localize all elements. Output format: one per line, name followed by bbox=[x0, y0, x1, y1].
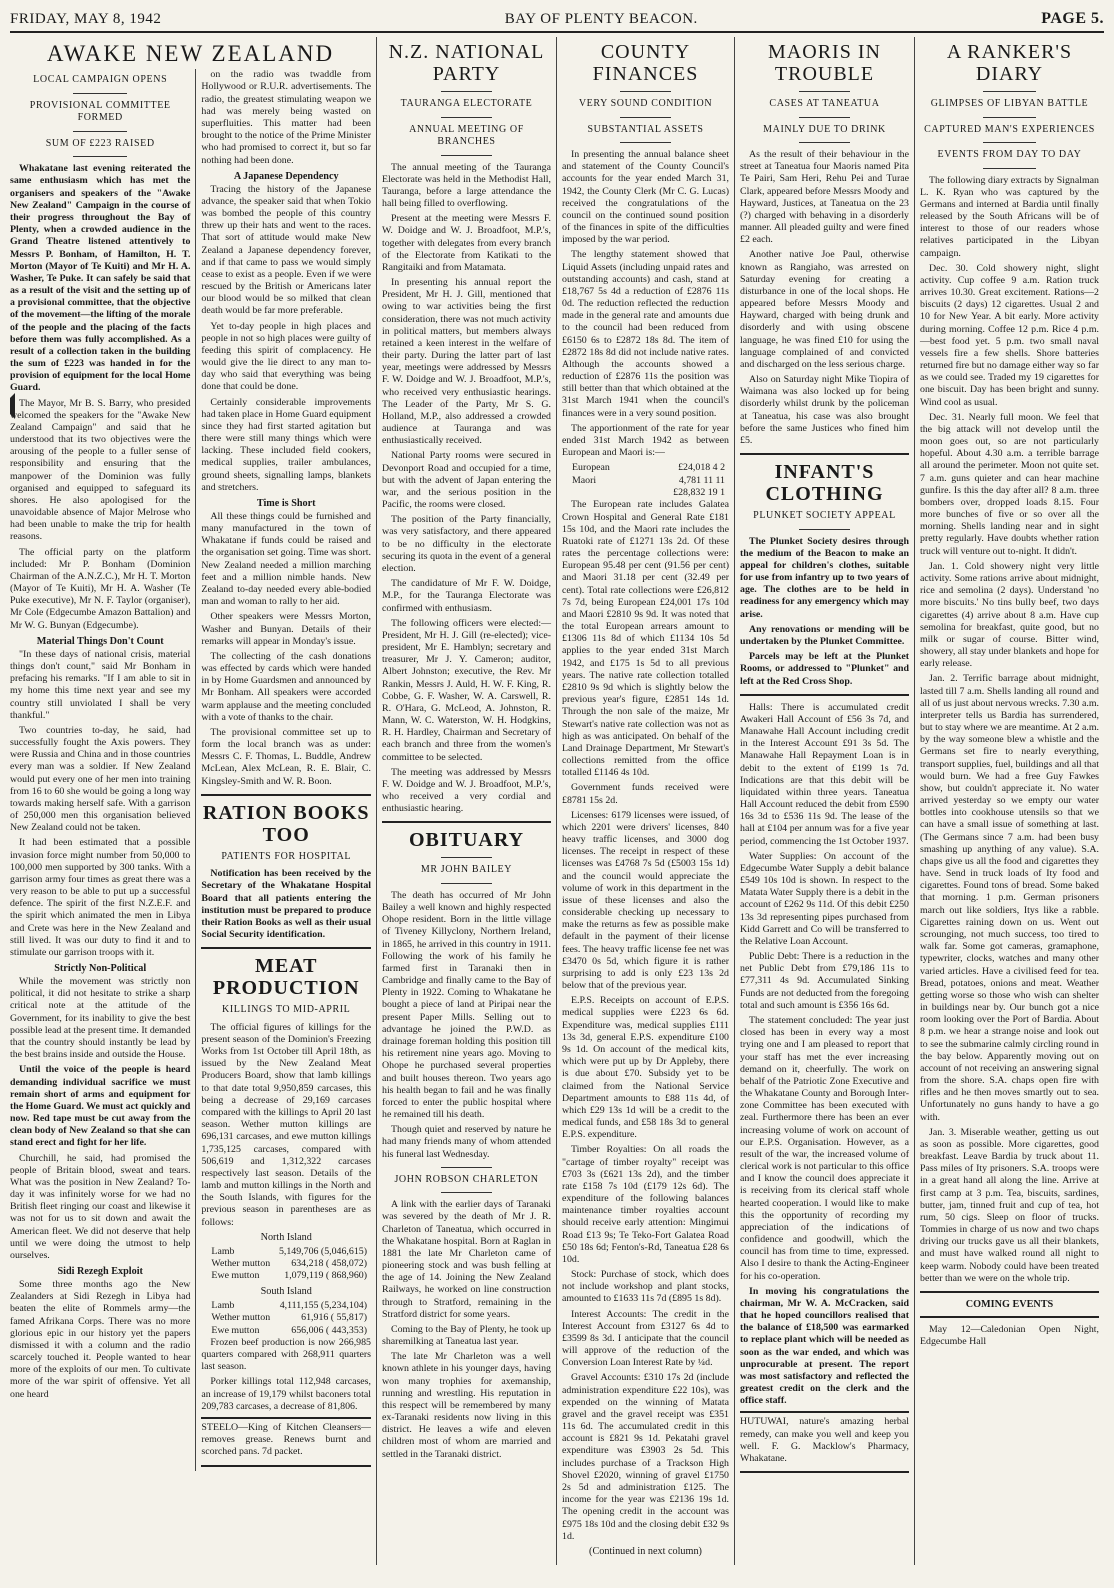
section-rule bbox=[740, 694, 909, 696]
obituary-name-1: MR JOHN BAILEY bbox=[420, 864, 513, 876]
awake-paragraph: All these things could be furnished and many manufactured in the town of Whakatane if funds could be raised and the organisation set going. Time was short. New Zealand needed a million marching feet and a million nimble hands. New Zealand to-day needed every able-bodied man and woman to rally to her aid. bbox=[201, 510, 371, 608]
county-headline: COUNTY FINANCES bbox=[592, 41, 699, 85]
section-rule bbox=[382, 821, 551, 823]
awake-subhead: Material Things Don't Count bbox=[36, 635, 164, 647]
meat-deck: KILLINGS TO MID-APRIL bbox=[222, 1004, 351, 1016]
county-paragraph: The European rate includes Galatea Crown Hospital and General Rate £181 15s 10d, and the Maori rate includes the Ruatoki rate of £1271 13s 2d. Of these rates the percentage collections were: European 95.48 per cent (91.56 per cent) and Maori 31.18 per cent (32.49 per cent). Total rate collections were £26,812 7s 7d, being European £24,001 17s 10d and Maori £2810 9s 9d. It was noted that the total European arrears amount to £1306 11s 8d of which £1134 10s 5d applies to the year ended 31st March 1942, and £175 1s 5d to all previous years. The native rate collection totalled £2810 9s 9d which is slightly below the previous year's figure, £2851 14s 1d. Through the non sale of the maize, Mr Stewart's native rate collection was not as high as was anticipated. On behalf of the Land Drainage Department, Mr Stewart's collections remitted from the office totalled £1146 4s 10d. bbox=[562, 499, 729, 779]
ranker-deck-2: CAPTURED MAN'S EXPERIENCES bbox=[924, 123, 1095, 135]
ration-deck: PATIENTS FOR HOSPITAL bbox=[221, 850, 352, 862]
divider bbox=[799, 529, 850, 530]
awake-subhead: A Japanese Dependency bbox=[233, 170, 339, 182]
divider bbox=[799, 91, 850, 92]
meat-north-heading: North Island bbox=[260, 1231, 312, 1243]
divider bbox=[983, 168, 1037, 169]
county-paragraph: The apportionment of the rate for year ended 31st March 1942 as between European and Maori is:— bbox=[562, 422, 729, 459]
ranker-deck-1: GLIMPSES OF LIBYAN BATTLE bbox=[930, 98, 1089, 109]
page-number: PAGE 5. bbox=[1041, 10, 1104, 27]
maoris-column bbox=[734, 37, 914, 1565]
coming-events-heading: COMING EVENTS bbox=[965, 1298, 1054, 1310]
divider bbox=[441, 91, 492, 92]
newspaper-page bbox=[10, 8, 1104, 1568]
divider bbox=[73, 131, 127, 132]
meat-row: Ewe mutton 656,006 ( 443,353) bbox=[211, 1324, 367, 1336]
meat-row: Wether mutton 634,218 ( 458,072) bbox=[211, 1258, 367, 1270]
section-rule bbox=[740, 453, 909, 455]
divider bbox=[620, 91, 670, 92]
pointer-mark-icon bbox=[10, 393, 15, 419]
section-rule bbox=[201, 947, 371, 949]
awake-col-1 bbox=[10, 69, 195, 1470]
infants-paragraph: Any renovations or mending will be undertaken by the Plunket Committee. bbox=[740, 623, 909, 647]
national-deck-1: TAURANGA ELECTORATE bbox=[400, 98, 533, 109]
national-paragraph: Present at the meeting were Messrs F. W. Doidge and W. J. Broadfoot, M.P.'s, together with delegates from every branch of the Electorate from Katikati to the Rangitaiki and from Matamata. bbox=[382, 213, 551, 273]
awake-paragraph: Other speakers were Messrs Morton, Washer and Bunyan. Details of their remarks will appear in Monday's issue. bbox=[201, 611, 371, 647]
masthead bbox=[10, 8, 1104, 33]
hutuwai-advert bbox=[740, 1411, 909, 1473]
awake-paragraph: Yet to-day people in high places and people in not so high places were guilty of feeding this spirit of complacency. He would give the lie direct to any man to-day who said that everything was being done that could be done. bbox=[201, 320, 371, 393]
meat-row: Lamb 4,111,155 (5,234,104) bbox=[211, 1299, 367, 1311]
county-deck-2: SUBSTANTIAL ASSETS bbox=[587, 123, 704, 135]
awake-paragraph: While the movement was strictly non political, it did not hesitate to strike a sharp critical note at the attitude of the Government, for its inability to give the best possible lead at the present time. It demanded that the country should instantly be lead by the best brains inside and outside the House. bbox=[10, 976, 191, 1061]
national-paragraph: In presenting his annual report the President, Mr H. J. Gill, mentioned that owing to war activities being the first consideration, there was not much activity in political matters, but members always retained a keen interest in the welfare of their party. During the latter part of last year, meetings were addressed by Messrs F. W. Doidge and W. J. Broadfoot, M.P.'s, who received very enthusiastic hearings. The Leader of the Party, Mr S. G. Holland, M.P., also addressed a crowded audience at Tauranga and was enthusiastically received. bbox=[382, 277, 551, 447]
awake-paragraph: The Mayor, Mr B. S. Barry, who presided welcomed the speakers for the "Awake New Zealand Campaign" and said that he understood that its two objectives were the arousing of the people to a fuller sense of responsibility and ensuring that the manpower of the Dominion was fully organised and equipped to safeguard its shores. He also apologised for the unavoidable absence of Major Melrose who had been unable to make the trip for health reasons. bbox=[10, 397, 191, 543]
ranker-paragraph: The following diary extracts by Signalman L. K. Ryan who was captured by the Germans and interned at Bardia until finally released by the South Africans will be of interest to those of our readers whose relatives participated in the Libyan campaign. bbox=[920, 174, 1099, 259]
awake-paragraph: The provisional committee set up to form the local branch was as under: Messrs C. F. Thomas, L. Buddle, Andrew McLean, Alex McLean, R. E. Blair, C. Kingsley-Smith and W. R. Boon. bbox=[201, 726, 371, 787]
county-paragraph: Licenses: 6179 licenses were issued, of which 2201 were drivers' licenses, 840 heavy traffic licenses, and 3000 dog licenses. The receipt in respect of these licenses was £4768 7s 5d (£5003 15s 1d) and the council would appreciate the volume of work in this department in the issue of these licenses and also the considerable checking up necessary to make the returns as few as possible make default in the payment of their license fees. The heavy traffic license fee net was £3470 0s 5d, which figure it is rather surprising to add is only £23 13s 2d below that of the previous year. bbox=[562, 809, 729, 992]
awake-subhead: Sidi Rezegh Exploit bbox=[57, 1266, 143, 1278]
obituary-paragraph: The late Mr Charleton was a well known athlete in his younger days, having won many trophies for axemanship, running and wrestling. His reputation in this respect will be remembered by many ex-Taranaki residents now living in this district. He leaves a wife and eleven children most of whom are married and settled in the Taranaki district. bbox=[382, 1351, 551, 1460]
national-paragraph: The following officers were elected:—President, Mr H. J. Gill (re-elected); vice-president, Mr E. Hamblyn; secretary and treasurer, Mr J. Y. Cameron; auditor, Albert Johnston; executive, the Rev. Mr Rankin, Messrs J. Auld, H. W. F. King, R. Cobbe, G. F. Washer, W. A. Carswell, R. R. O'Hara, G. McLeod, A. Johnston, R. Mann, W. C. Waterston, W. H. Hodgkins, R. H. Hardley, Chairman and Secretary of each branch and three from the women's committee to be selected. bbox=[382, 617, 551, 763]
awake-deck-2: PROVISIONAL COMMITTEE FORMED bbox=[29, 99, 171, 124]
divider bbox=[983, 142, 1037, 143]
infants-deck: PLUNKET SOCIETY APPEAL bbox=[753, 510, 896, 522]
meat-headline: MEAT PRODUCTION bbox=[212, 955, 360, 1000]
county-paragraph: Timber Royalties: On all roads the "cartage of timber royalty" receipt was £703 3s (£621 13s 2d), and the timber rate £158 7s 10d (£179 12s 6d). The expenditure of the following balances maintenance timber royalties account should receive early attention: Mingimui Road £13 9s; Te Teko-Fort Galatea Road £50 18s 6d; Fenton's-Rd, Taneatua £28 6s 10d. bbox=[562, 1144, 729, 1265]
county-cont-paragraph: The statement concluded: The year just closed has been in every way a most trying one and I am pleased to report that your staff has met the ever increasing demand on it, cheerfully. The work on behalf of the Patriotic Zone Executive and the Whakatane County and Borough Inter-zone Committee has been executed with zeal. Furthermore there has been an ever increasing volume of work on account of our E.P.S. Organisation. However, as a result of the war, the increased volume of clerical work is not particular to this office and I know the council does appreciate it is receiving from its clerical staff whole hearted cooperation. I would like to make this the opportunity of recording my appreciation of the indications of confidence and goodwill, which the council has from time to time, expressed. Also I desire to thank the Acting-Engineer for his co-operation. bbox=[740, 1014, 909, 1282]
obituary-name-2: JOHN ROBSON CHARLETON bbox=[394, 1173, 539, 1185]
meat-row: Ewe mutton 1,079,119 ( 868,960) bbox=[211, 1270, 367, 1282]
awake-paragraph: Tracing the history of the Japanese advance, the speaker said that when Tokio was bombed the people of this country threw up their hats and went to the races. That sort of attitude would make New Zealand a Japanese dependency forever, and if that came to pass we would simply cease to exist as a people. Even if we were rescued by the British or Americans later our blood would be so milked that clean death would be far more preferable. bbox=[201, 183, 371, 317]
national-paragraph: National Party rooms were secured in Devonport Road and occupied for a time, but with the advent of Japan entering the war, and the serious position in the Pacific, the rooms were closed. bbox=[382, 450, 551, 511]
awake-paragraph: Some three months ago the New Zealanders at Sidi Rezegh in Libya had beaten the elite of Rommels army—the famed Afrikana Corps. There was no more glorious epic in our history yet the papers dismissed it with a column and the radio scarcely touched it. People wanted to hear more of the exploits of our men. To cultivate more of the war spirit of offensive. Yet all one heard bbox=[10, 1279, 191, 1400]
county-finances-column bbox=[556, 37, 734, 1565]
divider bbox=[620, 117, 670, 118]
awake-deck-3: SUM OF £223 RAISED bbox=[45, 137, 155, 149]
national-paragraph: The position of the Party financially, was very satisfactory, and there appeared to be no difficulty in the electorate securing its quota in the event of a general election. bbox=[382, 514, 551, 574]
county-cont-paragraph: Public Debt: There is a reduction in the net Public Debt from £79,186 11s to £77,311 4s 9d. Accumulated Sinking Funds are not deducted from the foregoing total and such amount is £356 16s 6d. bbox=[740, 951, 909, 1011]
county-paragraph: The lengthy statement showed that Liquid Assets (including unpaid rates and outstanding accounts) and cash, stand at £18,767 5s 4d a reduction of £2876 11s 0d. The reduction reflected the reduction made in the general rate and amounts due to the council had been reduced from £6150 6s to £2872 18s 8d. The item of £2872 18s 8d did not include native rates. Although the accounts showed a reduction of £2876 11s the position was still better than that which obtained at the 31st March 1941 when the council's finances were in a very sound position. bbox=[562, 249, 729, 419]
ranker-paragraph: Dec. 31. Nearly full moon. We feel that the big attack will not develop until the moon goes out, so are not particularly hopeful. About 4.30 a.m. a terrible barrage all around the perimeter. Moon not quite set. 7 a.m. guns quieter and can hear machine gunfire. Is this the day after all? 8 a.m. three bombers over, dropped loads 8.15. Four more bunches of five or so over all the morning. Shells landing near and in sight pretty regularly. Have doubts whether ration truck will venture out to-night. It didn't. bbox=[920, 411, 1099, 557]
obituary-headline: OBITUARY bbox=[408, 829, 525, 852]
awake-subhead: Time is Short bbox=[256, 497, 316, 509]
section-rule bbox=[920, 1316, 1099, 1318]
meat-paragraph: Porker killings total 112,948 carcases, an increase of 19,179 whilst baconers total 209,783 carcases, a decrease of 81,806. bbox=[201, 1376, 371, 1412]
infants-paragraph: The Plunket Society desires through the medium of the Beacon to make an appeal for children's clothes, suitable for use from infantry up to two years of age. The clothes are to be held in readiness for any emergency which may arise. bbox=[740, 535, 909, 620]
county-paragraph: In presenting the annual balance sheet and statement of the County Council's accounts for the year ended March 31, 1942, the County Clerk (Mr C. G. Lucas) received the congratulations of the council on the continued sound position of the finances in spite of the difficulties imposed by the war period. bbox=[562, 149, 729, 246]
ranker-paragraph: Dec. 30. Cold showery night, slight activity. Cup coffee 9 a.m. Ration truck arrives 10.30. Great excitement. Rations—2 biscuits (2 days) 12 cigarettes. Usual 2 and 10 for New Year. A bit early. More activity during morning. Coffee 12 p.m. Rice 4 p.m.—best food yet. 5 p.m. two small naval vessels fire a few shells. Shore batteries returned fire but no damage either way so far as we could see. Traded my 19 cigarettes for one biscuit. Day has been bright and sunny. Wind cool as usual. bbox=[920, 262, 1099, 408]
awake-lead-paragraph: Whakatane last evening reiterated the same enthusiasm which has met the organisers and speakers of the "Awake New Zealand" Campaign in the course of their progress throughout the Bay of Plenty, when a crowded audience in the Grand Theatre listened attentively to Messrs P. Bonham, of Hamilton, H. T. Morton (Mayor of Te Kuiti) and Mr H. A. Washer, Te Puke. It can safely be said that as a result of the visit and the setting up of a provisional committee, that the objective of the movement—the lifting of the morale of the people and the placing of the facts before them was fully accomplished. As a result of a collection taken in the building the sum of £223 was handed in for the provision of equipment for the local Home Guard. bbox=[10, 163, 191, 394]
county-paragraph: Interest Accounts: The credit in the Interest Account from £3127 6s 4d to £3599 8s 3d. I anticipate that the council will approve of the reduction of the Conversion Loan Interest Rate by ¼d. bbox=[562, 1308, 729, 1369]
section-rule bbox=[201, 794, 371, 796]
county-cont-paragraph: Water Supplies: On account of the Edgecumbe Water Supply a debit balance £549 10s 10d is shown. In respect to the Matata Water Supply there is a debit in the account of £262 9s 11d. Of this debit £250 13s 3d representing pipes purchased from Kidd Garrett and Co will be transferred to the Relative Loan Account. bbox=[740, 850, 909, 947]
paper-name: BAY OF PLENTY BEACON. bbox=[504, 11, 698, 27]
rate-row: European £24,018 4 2 bbox=[572, 462, 725, 474]
steelo-advert bbox=[201, 1417, 371, 1467]
divider bbox=[620, 142, 670, 143]
obituary-paragraph: A link with the earlier days of Taranaki was severed by the death of Mr J. R. Charleton of Taneatua, which occurred in the Whakatane hospital. Born at Raglan in 1881 the late Mr Charleton came of pioneering stock and was bush felling at the age of 14. Joining the New Zealand Railways, he worked on line construction through to Stratford, remaining in the Stratford district for some years. bbox=[382, 1199, 551, 1320]
coming-events-item: May 12—Caledonian Open Night, Edgecumbe Hall bbox=[920, 1323, 1099, 1348]
county-paragraph: E.P.S. Receipts on account of E.P.S. medical supplies were £223 6s 6d. Expenditure was, medical supplies £111 13s 3d, general E.P.S. expenditure £100 9s 1d. On account of the medical kits, which were put up by Dr Appleby, there is due about £70. Subsidy yet to be claimed from the National Service Department amounts to £88 11s 4d, of which £29 13s 1d will be a credit to the medical funds, and £58 18s 3d to general E.P.S. expenditure. bbox=[562, 995, 729, 1141]
awake-article bbox=[10, 37, 376, 1565]
meat-paragraph: The official figures of killings for the present season of the Dominion's Freezing Works from 1st October till April 18th, as issued by the New Zealand Meat Producers Board, show that lamb killings to that date total 9,950,859 carcases, this being a decrease of 29,169 carcases compared with the killings to April 20 last season. Wether mutton killings are 696,131 carcases, and ewe mutton killings 1,735,125 carcases, compared with 506,619 and 1,312,322 carcases respectively last season. Details of the lamb and mutton killings in the North and the South Islands, with figures for the previous season in parentheses are as follows: bbox=[201, 1021, 371, 1228]
awake-paragraph: It had been estimated that a possible invasion force might number from 50,000 to 100,000 men supported by 300 tanks. With a garrison army four times as great there was a very reason to be able to put up a successful defence. The spirit of the first N.Z.E.F. and the spirit which animated the men in Libya and Crete was here in the New Zealand and still lived. It was our duty to find it and to stimulate our garrison troops with it. bbox=[10, 837, 191, 958]
divider bbox=[799, 142, 850, 143]
national-headline: N.Z. NATIONAL PARTY bbox=[388, 41, 545, 85]
divider bbox=[73, 93, 127, 94]
county-paragraph: Government funds received were £8781 15s 2d. bbox=[562, 782, 729, 806]
awake-paragraph: The collecting of the cash donations was effected by cards which were handed in by Home Guardsmen and announced by Mr Bonham. All speakers were accorded warm applause and the meeting concluded with a vote of thanks to the chair. bbox=[201, 650, 371, 723]
ranker-headline: A RANKER'S DIARY bbox=[946, 41, 1073, 85]
divider bbox=[983, 91, 1037, 92]
ration-headline: RATION BOOKS TOO bbox=[202, 801, 370, 846]
divider bbox=[799, 117, 850, 118]
divider bbox=[73, 156, 127, 157]
page-columns bbox=[10, 37, 1104, 1565]
meat-row: Wether mutton 61,916 ( 55,817) bbox=[211, 1312, 367, 1324]
maoris-paragraph: As the result of their behaviour in the street at Taneatua four Maoris named Pita Te Pairi, Sam Heri, Rehu Pei and Turae Clark, appeared before Messrs Moody and Hayward, Justices, at Taneatua on the 23 (?) charged with behaving in a disorderly manner. All pleaded guilty and were fined £2 each. bbox=[740, 149, 909, 246]
county-paragraph: Stock: Purchase of stock, which does not include workshop and plant stocks, amounted to £1633 11s 7d (£895 1s 8d). bbox=[562, 1269, 729, 1305]
maoris-deck-1: CASES AT TANEATUA bbox=[769, 98, 880, 109]
county-cont-paragraph: In moving his congratulations the chairman, Mr W. A. McCracken, said that he hoped councillors realised that the balance of £18,500 was earmarked to replace plant which will be needed as soon as the war ended, and which was unprocurable at present. The report was most satisfactory and reflected the greatest credit on the clerk and the office staff. bbox=[740, 1285, 909, 1407]
issue-date: FRIDAY, MAY 8, 1942 bbox=[10, 11, 162, 27]
ration-article bbox=[201, 802, 371, 942]
awake-paragraph: on the radio was twaddle from Hollywood or R.U.R. advertisements. The radio, the greatest stimulating weapon we had was merely being wasted on superfluities. This matter had been brought to the notice of the Prime Minister who had promised to correct it, but so far nothing had been done. bbox=[201, 69, 371, 166]
divider bbox=[441, 1192, 492, 1193]
obituary-paragraph: Though quiet and reserved by nature he had many friends many of whom attended his funeral last Wednesday. bbox=[382, 1124, 551, 1160]
awake-headline: AWAKE NEW ZEALAND bbox=[46, 41, 335, 66]
ranker-paragraph: Jan. 3. Miserable weather, getting us out as soon as possible. More cigarettes, good breakfast. Leave Bardia by truck about 11. Pass miles of Ity prisoners. S.A. troops were in a great hand all along the line. Arrive at first camp at 3 p.m. Tea, biscuits, sardines, butter, jam, tinned fruit and cup of tea, hot rum, 50 cigs. Sleep on floor of trucks. Tommies in charge of us now and two chaps driving our trucks gave us all their blankets, and must have walked round all night to keep warm. Nobody could have been treated better than we were on the whole trip. bbox=[920, 1126, 1099, 1284]
divider bbox=[441, 1167, 492, 1168]
awake-paragraph: "In these days of national crisis, material things don't count," said Mr Bonham in prefacing his remarks. "If I am able to sit in my home this time next year and see my country still unviolated I shall be very thankful." bbox=[10, 648, 191, 721]
national-deck-2: ANNUAL MEETING OF BRANCHES bbox=[409, 123, 524, 147]
county-deck-1: VERY SOUND CONDITION bbox=[578, 98, 713, 109]
awake-paragraph: Certainly considerable improvements had taken place in Home Guard equipment since they had first started agitation but there were still many things which were lacking. These included field cookers, medical supplies, trailer ambulances, ground sheets, signalling lamps, blankets and stretchers. bbox=[201, 396, 371, 493]
awake-deck-1: LOCAL CAMPAIGN OPENS bbox=[33, 74, 168, 86]
ranker-paragraph: Jan. 2. Terrific barrage about midnight, lasted till 7 a.m. Shells landing all round and all of us just about nervous wrecks. 7.30 a.m. interpreter tells us Bardia has surrendered, but to stay where we are meantime. At 2 a.m. by the way someone blew a whistle and the Germans set fire to nearly everything, transport supplies, fuel, buildings and all that would burn. We had a free Guy Fawkes show, but couldn't appreciate it. No water arrived yesterday so we empty our water bottles into cookhouse utensils so that we can have a small issue of something at last. (The Germans since 7 a.m. had been busy smashing up anything of any value). S.A. chaps give us all the food and cigarettes they have. Send in truck loads of Ity food and cigarettes. Found tons of bread. Some baked that morning. 1 p.m. German prisoners march out like soldiers, Itys like a rabble. Cigarettes raining down on us. Went out scrounging, not much success, too tired to walk far. Some got cameras, gramaphone, typewriter, clocks, watches and many other varied articles. Have a civilised feed for tea. Bread, potatoes, onions and meat. Weather getting worse so those who wish can shelter in buildings near by. Our bunch got a nice room looking over the Port of Bardia. About 8 p.m. we hear a strange noise and look out to see the submarine calmly circling round in the bay below. Apparently moving out on account of not receiving an answering signal from the shore. S.A. chaps open fire with rifles and he then moves smartly out to sea. Unfortunately no guns handy to have a go with. bbox=[920, 673, 1099, 1123]
meat-paragraph: Frozen beef production is now 266,985 quarters compared with 268,911 quarters last season. bbox=[201, 1336, 371, 1373]
awake-subhead: Strictly Non-Political bbox=[54, 963, 147, 975]
awake-paragraph: The official party on the platform included: Mr P. Bonham (Dominion Chairman of the A.N.Z.C.), Mr H. T. Morton (Mayor of Te Kuiti), Mr H. A. Washer (Te Puke executive), Mr N. F. Taylor (organiser), Mr Cole (Edgecumbe Amazon Battalion) and Mr W. G. Bunyan (Edgecumbe). bbox=[10, 546, 191, 631]
ration-paragraph: Notification has been received by the Secretary of the Whakatane Hospital Board that all patients entering the institution must be prepared to produce their Ration Books as well as their usual Social Security identification. bbox=[201, 868, 371, 941]
obituary-paragraph: Coming to the Bay of Plenty, he took up sharemilking at Taneatua last year. bbox=[382, 1323, 551, 1348]
meat-row: Lamb 5,149,706 (5,046,615) bbox=[211, 1245, 367, 1257]
divider bbox=[441, 155, 492, 156]
maoris-headline: MAORIS IN TROUBLE bbox=[768, 41, 881, 85]
national-paragraph: The candidature of Mr F. W. Doidge, M.P., for the Tauranga Electorate was confirmed with enthusiasm. bbox=[382, 578, 551, 614]
obituary-paragraph: The death has occurred of Mr John Bailey a well known and highly respected Ohope resident. Born in the little village of Tiveney Killyclony, Northern Ireland, in 1865, he arrived in this country in 1911. Following the work of his family he farmed first in Taranaki then in Cambridge and finally came to the Bay of Plenty in 1922. Coming to Whakatane he bought a piece of land at Piripai near the present Paper Mills. Selling out to advantage he joined the P.W.D. as drainage foreman holding this position till his retirement nine years ago. Moving to Ohope he purchased several properties and built houses thereon. Two years ago his health began to fail and he was finally forced to enter the public hospital where he remained till his death. bbox=[382, 889, 551, 1121]
county-cont-paragraph: Halls: There is accumulated credit Awakeri Hall Account of £56 3s 7d, and Manawahe Hall Account including credit in the Interest Account £91 3s 5d. The Manawahe Hall Repayment Loan is in debit to the extent of £199 1s 7d. Indications are that this debit will be liquidated within three years. Taneatua Hall Account reduced the debit from £590 16s 3d to £536 11s 9d. The lease of the hall at £104 per annum was for a five year period, commencing the 1st October 1937. bbox=[740, 701, 909, 847]
awake-paragraph-bold: Until the voice of the people is heard demanding individual sacrifice we must remain short of arms and equipment for the Home Guard. We must act quickly and now. Red tape must be cut away from the clean body of New Zealand so that she can stand erect and fight for her life. bbox=[10, 1064, 191, 1149]
maoris-deck-2: MAINLY DUE TO DRINK bbox=[763, 123, 886, 135]
ranker-deck-3: EVENTS FROM DAY TO DAY bbox=[937, 149, 1082, 160]
divider bbox=[441, 857, 492, 858]
national-party-column bbox=[376, 37, 556, 1565]
maoris-paragraph: Also on Saturday night Mike Tiopira of Waimana was also locked up for being disorderly whilst drunk by the policeman at Taneatua, his case was also brought before the same Justices who fined him £5. bbox=[740, 374, 909, 446]
divider bbox=[441, 883, 492, 884]
county-continued-note: (Continued in next column) bbox=[589, 1545, 702, 1557]
awake-col-2 bbox=[195, 69, 371, 1470]
awake-body bbox=[10, 69, 371, 1470]
maoris-paragraph: Another native Joe Paul, otherwise known as Rangiaho, was arrested on Saturday evening for creating a disturbance in one of the local shops. He appeared before Messrs Moody and Hayward, charged with being drunk and disorderly and with using obscene language, he was fined £10 for using the language complained of and convicted and discharged on the less serious charge. bbox=[740, 249, 909, 370]
county-paragraph: Gravel Accounts: £310 17s 2d (include administration expenditure £22 10s), was expended on the winning of Matata gravel and the gravel receipt was £351 11s 6d. The accumulated credit in this account is £821 9s 1d. Pekatahi gravel expenditure was £3903 2s 5d. This includes purchase of a Trackson High Shovel £2020, winning of gravel £1750 2s 5d and administration £125. The income for the year was £2136 19s 1d. The opening credit in the account was £975 18s 10d and the closing debit £32 9s 1d. bbox=[562, 1372, 729, 1542]
ranker-diary-column bbox=[914, 37, 1104, 1565]
hutuwai-advert-text: HUTUWAI, nature's amazing herbal remedy, can make you well and keep you well. F. G. Macklow's Pharmacy, Whakatane. bbox=[740, 1416, 909, 1464]
ranker-paragraph: Jan. 1. Cold showery night very little activity. Some rations arrive about midnight, rice and semolina (2 days). Understand 'no more biscuits.' No tins bully beef, two days cigarettes (4) arrive about 8 a.m. Have cup semolina for breakfast, quite good, but no milk or sugar of course. Bitter wind, showery, all stay under blankets and hope for early release. bbox=[920, 560, 1099, 670]
rate-row: Maori 4,781 11 11 bbox=[572, 474, 725, 486]
steelo-advert-text: STEELO—King of Kitchen Cleansers—removes grease. Renews burnt and scorched pans. 7d packet. bbox=[201, 1421, 371, 1458]
divider bbox=[983, 117, 1037, 118]
awake-paragraph: Two countries to-day, he said, had successfully fought the Axis powers. They were Russia and China and in those countries every man was a soldier. If New Zealand would put every one of her men into training from 16 to 60 she would be going a long way towards making herself safe. With a garrison of 250,000 men this organisation believed New Zealand could not be taken. bbox=[10, 724, 191, 834]
national-paragraph: The meeting was addressed by Messrs F. W. Doidge and W. J. Broadfoot, M.P.'s, who received a very cordial and enthusiastic hearing. bbox=[382, 766, 551, 815]
rate-row: £28,832 19 1 bbox=[673, 487, 725, 499]
section-rule bbox=[920, 1291, 1099, 1293]
national-paragraph: The annual meeting of the Tauranga Electorate was held in the Methodist Hall, Tauranga, before a large attendance the hall being filled to overflowing. bbox=[382, 161, 551, 210]
infants-paragraph: Parcels may be left at the Plunket Rooms, or addressed to "Plunket" and left at the Red Cross Shop. bbox=[740, 651, 909, 687]
awake-paragraph: Churchill, he said, had promised the people of Britain blood, sweat and tears. What was the position in New Zealand? To-day it was infinitely worse for we had no British fleet ringing our coast and likewise it was not for us to sit down and await the American fleet. We did not deserve that help until we were doing the utmost to help ourselves. bbox=[10, 1152, 191, 1261]
infants-headline: INFANT'S CLOTHING bbox=[765, 461, 884, 506]
divider bbox=[441, 117, 492, 118]
meat-article bbox=[201, 955, 371, 1466]
meat-south-heading: South Island bbox=[260, 1285, 312, 1297]
